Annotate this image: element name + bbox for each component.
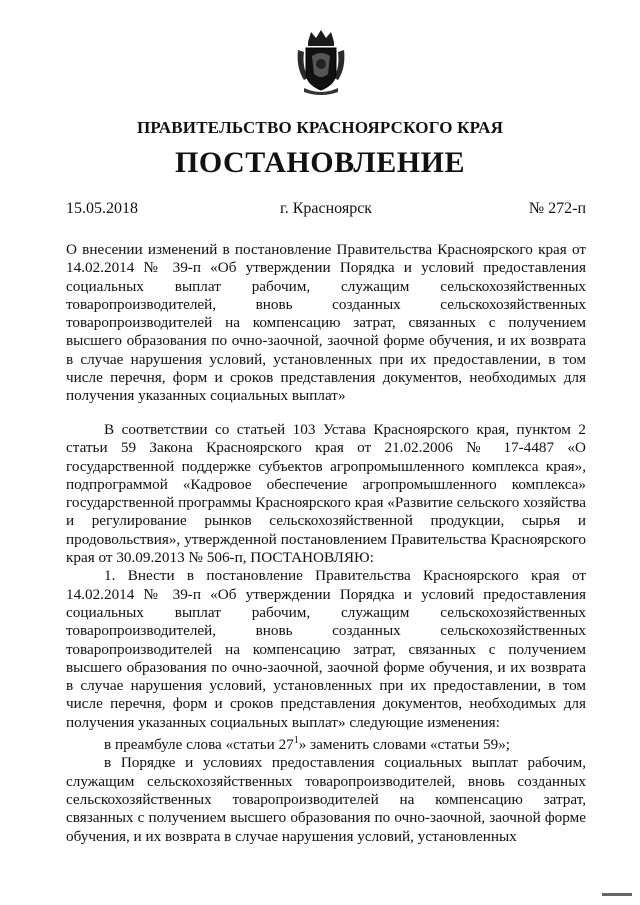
document-number: № 272-п <box>528 200 586 217</box>
superscript: 1 <box>293 735 299 747</box>
document-body <box>66 421 586 846</box>
preamble-paragraph: В соответствии со статьей 103 Устава Красноярского края, пунктом 2 статьи 59 Закона Красноярского края от 21.02.2006 № 17-4487 «О государственной поддержке субъектов агропромышленного комплекса края», подпрограммой «Кадровое обеспечение агропромышленного комплекса» государственной программы Красноярского края «Развитие сельского хозяйства и регулирование рынков сельскохозяйственной продукции, сырья и продовольствия», утвержденной постановлением Правительства Красноярского края от 30.09.2013 № 506-п, ПОСТАНОВЛЯЮ: <box>66 421 586 567</box>
document-date: 15.05.2018 <box>66 200 138 217</box>
scan-mark <box>602 893 632 896</box>
procedure-change-paragraph: в Порядке и условиях предоставления социальных выплат рабочим, служащим сельскохозяйственных товаропроизводителей, вновь созданных сельскохозяйственных товаропроизводителей на компенсацию затрат, связанных с получением высшего образования по очно-заочной, заочной форме обучения, и их возврата в случае нарушения условий, установленных <box>66 754 586 845</box>
government-name: ПРАВИТЕЛЬСТВО КРАСНОЯРСКОГО КРАЯ <box>136 118 504 137</box>
document-city: г. Красноярск <box>279 200 373 217</box>
preamble-change-text-end: » заменить словами «статьи 59»; <box>298 736 511 754</box>
document-subject: О внесении изменений в постановление Правительства Красноярского края от 14.02.2014 № 39-п «Об утверждении Порядка и условий предоставления социальных выплат рабочим, служащим сельскохозяйственных товаропроизводителей, вновь созданных сельскохозяйственных товаропроизводителей на компенсацию затрат, связанных с получением высшего образования по очно-заочной, заочной форме обучения, и их возврата в случае нарушения условий, установленных при их предоставлении, в том числе перечня, форм и сроков представления документов, необходимых для получения указанных социальных выплат» <box>66 241 586 405</box>
coat-of-arms-icon <box>294 28 348 96</box>
document-type-title: ПОСТАНОВЛЕНИЕ <box>175 146 465 179</box>
preamble-change-text-start: в преамбуле слова «статьи 27 <box>104 736 294 754</box>
preamble-change-paragraph <box>66 732 586 754</box>
item-1-paragraph: 1. Внести в постановление Правительства Красноярского края от 14.02.2014 № 39-п «Об утверждении Порядка и условий предоставления социальных выплат рабочим, служащим сельскохозяйственных товаропроизводителей, вновь созданных сельскохозяйственных товаропроизводителей на компенсацию затрат, связанных с получением высшего образования по очно-заочной, заочной форме обучения, и их возврата в случае нарушения условий, установленных при их предоставлении, в том числе перечня, форм и сроков представления документов, необходимых для получения указанных социальных выплат» следующие изменения: <box>66 567 586 731</box>
